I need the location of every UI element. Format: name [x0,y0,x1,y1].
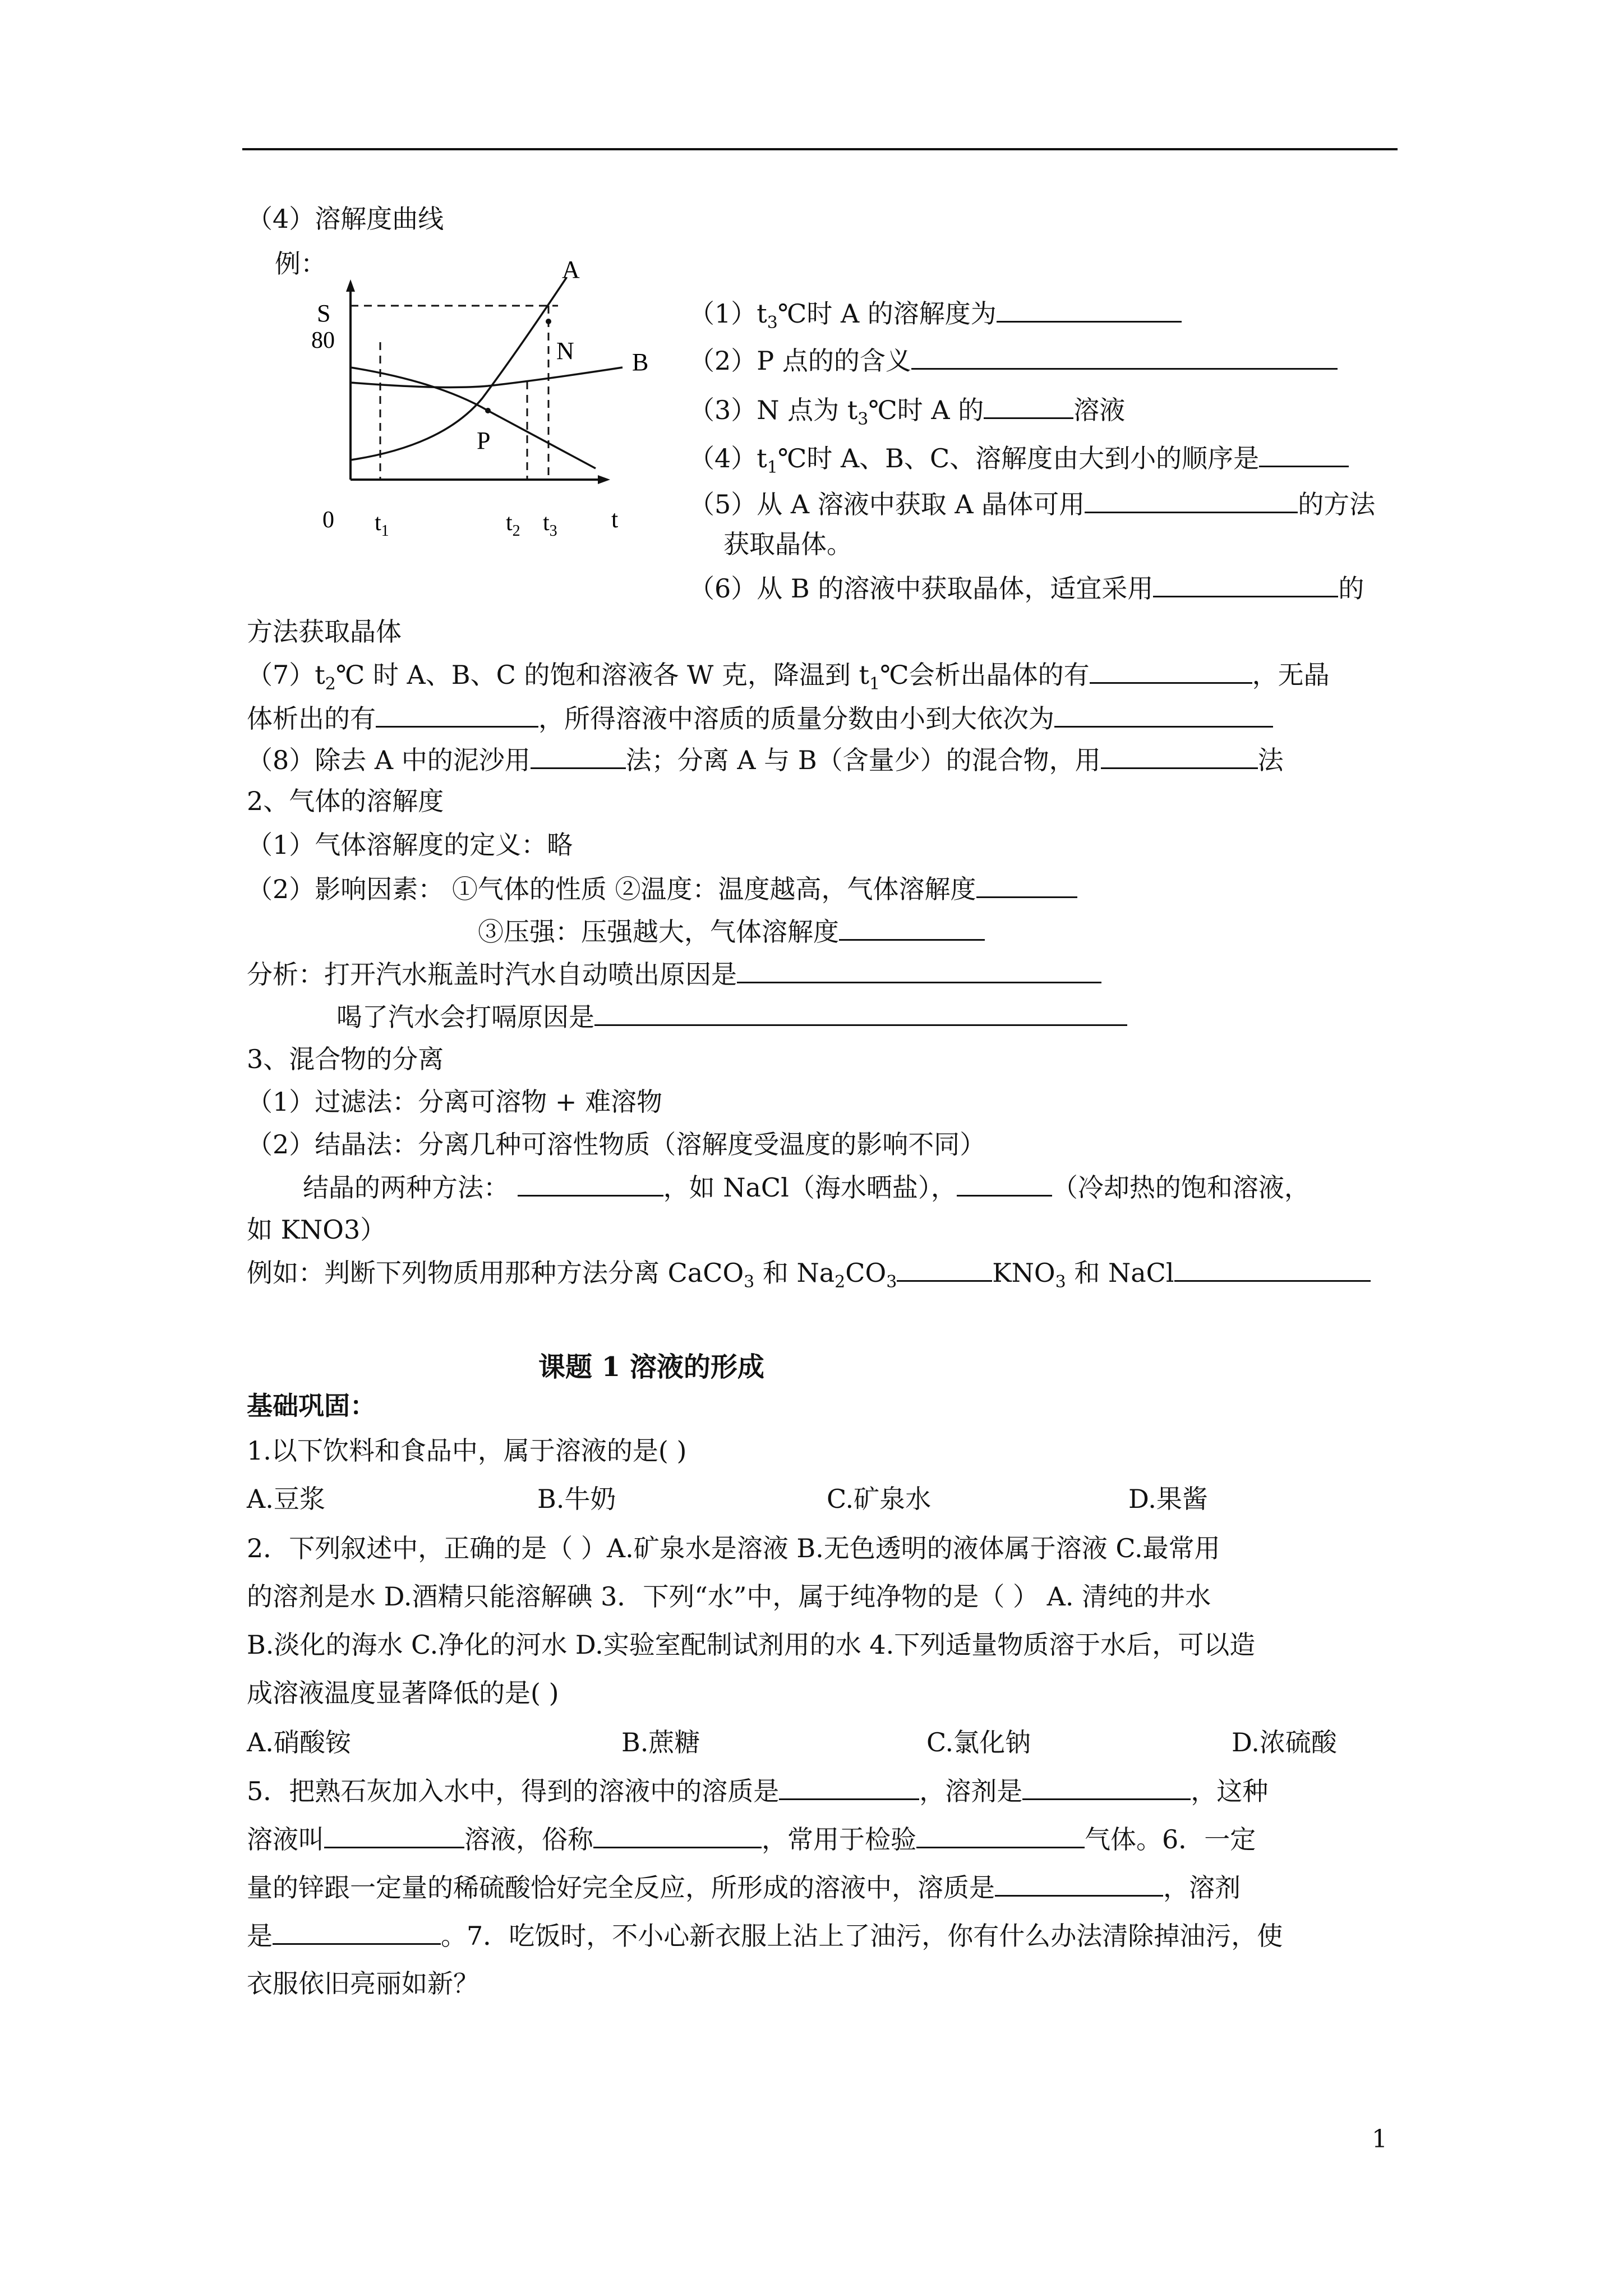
lesson-q2-line4: 成溶液温度显著降低的是( ) [247,1678,559,1708]
basic-heading: 基础巩固： [247,1391,376,1421]
curve-B [351,367,623,387]
answer-blank[interactable] [737,957,1101,983]
gas-factors: （2）影响因素： ①气体的性质 ②温度：温度越高，气体溶解度 [247,872,1077,906]
q1-option-b[interactable]: B.牛奶 [537,1484,616,1514]
answer-blank[interactable] [1090,657,1252,684]
question-6-cont: 方法获取晶体 [247,616,402,647]
question-5: （5）从 A 溶液中获取 A 晶体可用 的方法 [689,487,1375,521]
answer-blank[interactable] [531,743,626,769]
lesson-q2-line2: 的溶剂是水 D.酒精只能溶解碘 3．下列“水”中，属于纯净物的是（ ） A. 清纯的井水 [247,1581,1211,1612]
gas-pressure: ③压强：压强越大，气体溶解度 [478,914,985,949]
lesson-q6-line2: 是 。7．吃饭时，不小心新衣服上沾上了油污，你有什么办法清除掉油污，使 [247,1918,1283,1953]
analysis-1: 分析：打开汽水瓶盖时汽水自动喷出原因是 [247,957,1101,991]
lesson-q1: 1.以下饮料和食品中，属于溶液的是( ) [247,1435,687,1466]
question-2: （2）P 点的的含义 [689,343,1338,378]
lesson-q5-line2: 溶液叫 溶液，俗称 ，常用于检验 气体。6．一定 [247,1822,1256,1856]
answer-blank[interactable] [779,1774,919,1800]
lesson-q5-line1: 5．把熟石灰加入水中，得到的溶液中的溶质是 ，溶剂是 ，这种 [247,1774,1268,1808]
q4-option-b[interactable]: B.蔗糖 [621,1727,700,1757]
crystal-two-methods: 结晶的两种方法： ，如 NaCl（海水晒盐）， （冷却热的饱和溶液， [303,1170,1310,1204]
point-N [546,319,551,324]
answer-blank[interactable] [1174,1255,1371,1282]
answer-blank[interactable] [1153,571,1338,597]
answer-blank[interactable] [518,1170,663,1197]
q4-option-d[interactable]: D.浓硫酸 [1232,1727,1337,1757]
t1-label: $t_1$ [375,510,389,540]
question-1: $(1)t_3℃$时 A 的溶解度为 [689,296,1182,330]
answer-blank[interactable] [897,1255,992,1282]
q1-option-c[interactable]: C.矿泉水 [827,1484,932,1514]
answer-blank[interactable] [839,914,985,941]
x-label: t [611,505,619,533]
answer-blank[interactable] [957,1170,1052,1197]
lesson-q7-line2: 衣服依旧亮丽如新？ [247,1968,479,1999]
origin-label: 0 [322,507,334,533]
gas-heading: 2、气体的溶解度 [247,786,444,816]
answer-blank[interactable] [324,1822,464,1848]
q4-option-c[interactable]: C.氯化钠 [926,1727,1031,1757]
question-3: （3）N 点为 $t_3℃$时 A 的 溶液 [689,393,1125,427]
answer-blank[interactable] [594,1000,1127,1026]
y-label: S [317,300,331,327]
t2-label: $t_2$ [506,510,520,540]
answer-blank[interactable] [995,1870,1163,1897]
answer-blank[interactable] [976,872,1077,898]
filter-method: （1）过滤法：分离可溶物 + 难溶物 [247,1087,663,1117]
answer-blank[interactable] [376,701,538,728]
q1-option-a[interactable]: A.豆浆 [247,1484,325,1514]
answer-blank[interactable] [593,1822,762,1848]
question-7-cont: 体析出的有 ，所得溶液中溶质的质量分数由小到大依次为 [247,701,1273,735]
gas-definition: （1）气体溶解度的定义：略 [247,830,573,860]
q1-option-d[interactable]: D.果酱 [1128,1484,1208,1514]
answer-blank[interactable] [273,1918,441,1945]
crystal-two-methods-cont: 如 KNO3） [247,1214,386,1245]
question-8: （8）除去 A 中的泥沙用 法；分离 A 与 B（含量少）的混合物，用 法 [247,743,1284,777]
separation-heading: 3、混合物的分离 [247,1044,444,1074]
y-value: 80 [311,328,335,353]
answer-blank[interactable] [1054,701,1273,728]
answer-blank[interactable] [1022,1774,1191,1800]
t3-label: $t_3$ [543,510,557,540]
example-label: 例： [275,249,326,279]
point-P [485,408,491,413]
lesson-title: 课题 1 溶液的形成 [538,1351,764,1383]
header-rule [242,148,1398,150]
question-7: $(7)t_2℃$ 时 A、B、C 的饱和溶液各 W 克，降温到 $t_1℃$会析出晶体的有 ，无晶 [247,657,1330,692]
answer-blank[interactable] [916,1822,1085,1848]
curve-B-label: B [632,348,649,376]
lesson-q2-line1: 2．下列叙述中，正确的是（ ）A.矿泉水是溶液 B.无色透明的液体属于溶液 C.最常用 [247,1533,1220,1563]
point-P-label: P [477,427,491,454]
y-axis-arrow-icon [346,279,355,292]
crystal-method: （2）结晶法：分离几种可溶性物质（溶解度受温度的影响不同） [247,1129,986,1159]
answer-blank[interactable] [1085,487,1298,513]
lesson-q6-line1: 量的锌跟一定量的稀硫酸恰好完全反应，所形成的溶液中，溶质是 ，溶剂 [247,1870,1241,1904]
question-4: $(4)t_1℃$时 A、B、C、溶解度由大到小的顺序是 [689,441,1349,475]
answer-blank[interactable] [1259,441,1349,467]
curve-A-label: A [562,256,580,283]
separation-example: 例如：判断下列物质用那种方法分离 CaCO$_3$ 和 $Na_2CO_3$ $KNO_3$ 和 NaCl [247,1255,1371,1290]
question-5-cont: 获取晶体。 [723,529,852,559]
question-6: （6）从 B 的溶液中获取晶体，适宜采用 的 [689,571,1364,605]
lesson-q2-line3: B.淡化的海水 C.净化的河水 D.实验室配制试剂用的水 4.下列适量物质溶于水后，可以造 [247,1630,1256,1660]
point-N-label: N [556,337,574,365]
x-axis-arrow-icon [598,475,610,484]
answer-blank[interactable] [984,393,1073,419]
q4-option-a[interactable]: A.硝酸铵 [247,1727,351,1757]
analysis-2: 喝了汽水会打嗝原因是 [336,1000,1127,1034]
answer-blank[interactable] [1101,743,1258,769]
solubility-curve-graph [303,252,662,550]
page-number: 1 [1372,2125,1387,2154]
answer-blank[interactable] [997,296,1182,323]
section-heading: （4）溶解度曲线 [247,204,444,234]
answer-blank[interactable] [911,343,1338,370]
